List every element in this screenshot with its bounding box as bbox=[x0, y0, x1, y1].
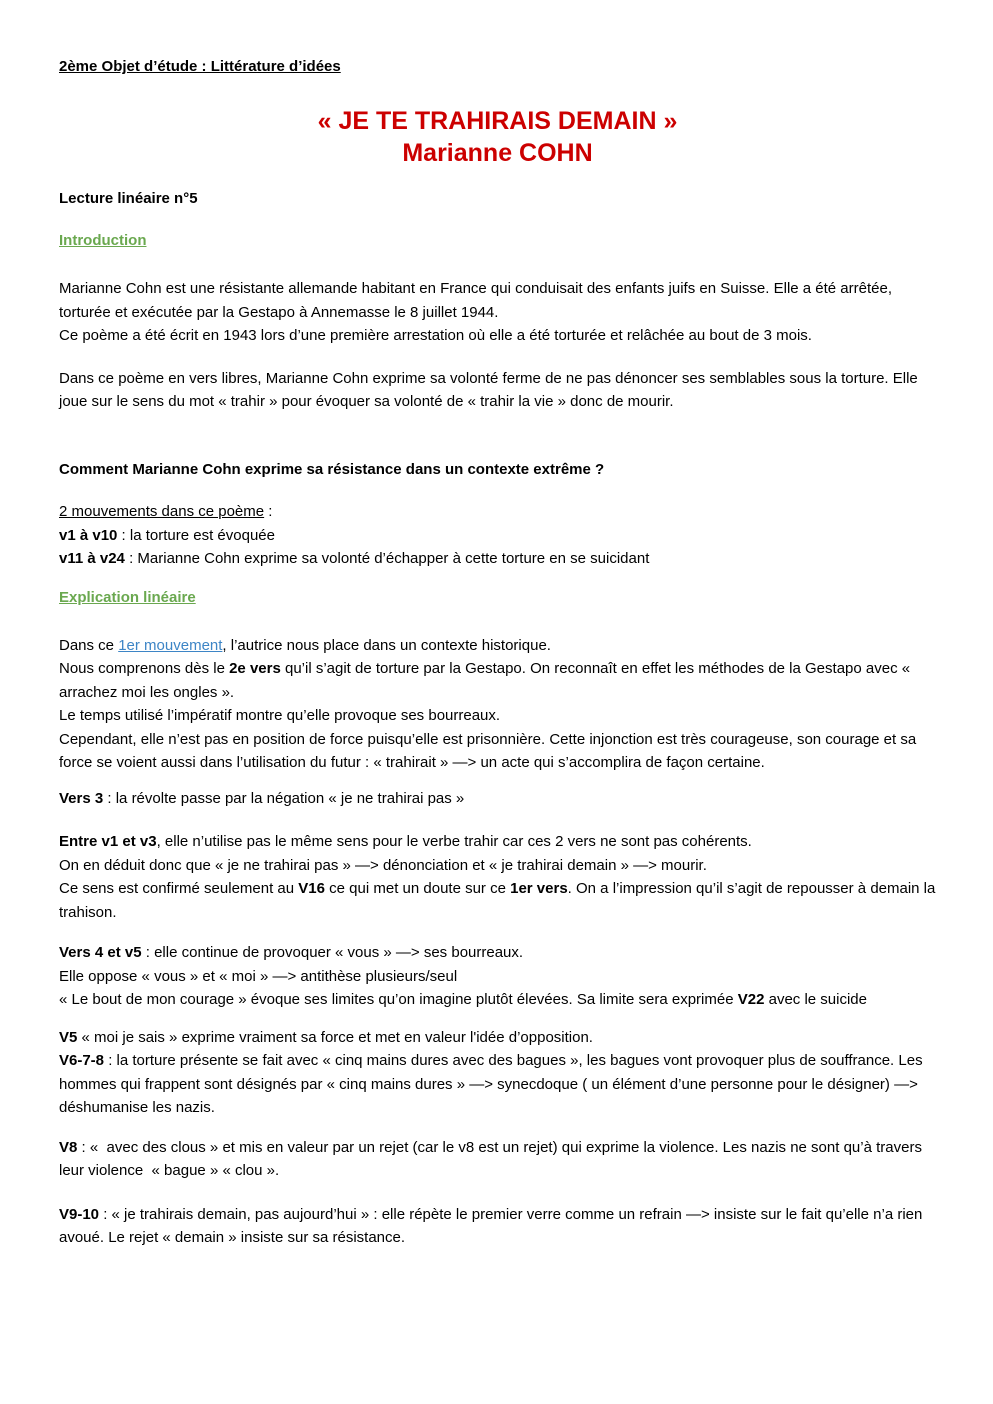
link-1er-mouvement[interactable]: 1er mouvement bbox=[118, 636, 223, 654]
text-run: Entre v1 et v3 bbox=[59, 833, 157, 850]
lecture-subtitle: Lecture linéaire n°5 bbox=[59, 190, 198, 207]
intro-paragraph-1 bbox=[59, 277, 936, 348]
course-header: 2ème Objet d’étude : Littérature d’idées bbox=[59, 58, 341, 75]
text-run: Elle oppose « vous » et « moi » —> antithèse plusieurs/seul bbox=[59, 967, 458, 985]
text-run: Marianne Cohn est une résistante allemande habitant en France qui conduisait des enfants juifs en Suisse. Elle a été arrêtée, torturée et exécutée par la Gestapo à Annemasse le 8 juillet 1944. bbox=[59, 280, 897, 321]
poem-title bbox=[59, 105, 936, 169]
text-run: Le temps utilisé l’impératif montre qu’elle provoque ses bourreaux. bbox=[59, 707, 501, 724]
poem-title-line2: Marianne COHN bbox=[402, 139, 593, 167]
text-run: Vers 3 bbox=[59, 789, 104, 807]
text-run: : la torture est évoquée bbox=[117, 526, 275, 544]
text-run: : « avec des clous » et mis en valeur par un rejet (car le v8 est un rejet) qui exprime la violence. Les nazis ne sont qu’à travers leur violence « bague » « clou ». bbox=[59, 1138, 927, 1179]
poem-title-line1: « JE TE TRAHIRAIS DEMAIN » bbox=[317, 107, 678, 135]
text-run: Dans ce poème en vers libres, Marianne Cohn exprime sa volonté ferme de ne pas dénoncer ses semblables sous la torture. Elle joue sur le sens du mot « trahir » pour évoquer sa volonté de « trahir la vie » donc de mourir. bbox=[59, 369, 922, 410]
text-run: Dans ce bbox=[59, 636, 119, 654]
text-run: « Le bout de mon courage » évoque ses limites qu’on imagine plutôt élevées. Sa limite sera exprimée bbox=[59, 991, 738, 1008]
text-run: : elle continue de provoquer « vous » —> ses bourreaux. bbox=[141, 944, 524, 961]
text-run: Vers 4 et v5 bbox=[59, 944, 142, 961]
paragraph-v5-v678 bbox=[59, 1026, 936, 1120]
text-run: v11 à v24 bbox=[59, 550, 125, 567]
problem-question: Comment Marianne Cohn exprime sa résistance dans un contexte extrême ? bbox=[59, 460, 605, 478]
text-run: Ce sens est confirmé seulement au bbox=[59, 880, 299, 897]
text-run: Cependant, elle n’est pas en position de force puisqu’elle est prisonnière. Cette injonction est très courageuse, son courage et sa force se voient aussi dans l’utilisation du futur : « trahirait » —> un acte qui s’accomplira de façon certaine. bbox=[59, 730, 921, 771]
text-run: ce qui met un doute sur ce bbox=[325, 880, 511, 897]
paragraph-vers-4-5 bbox=[59, 941, 936, 1012]
text-run: V6-7-8 bbox=[59, 1052, 105, 1069]
explication-heading: Explication linéaire bbox=[59, 588, 196, 606]
text-run: 2e vers bbox=[229, 660, 281, 677]
text-run: : Marianne Cohn exprime sa volonté d’échapper à cette torture en se suicidant bbox=[124, 550, 650, 567]
paragraph-first-movement bbox=[59, 634, 936, 775]
text-run: V5 bbox=[59, 1028, 78, 1046]
text-run: , l’autrice nous place dans un contexte historique. bbox=[222, 636, 551, 654]
paragraph-entre-v1-v3 bbox=[59, 830, 940, 924]
text-run: avec le suicide bbox=[764, 991, 867, 1008]
text-run: V16 bbox=[298, 880, 325, 897]
text-run: : bbox=[264, 503, 273, 520]
paragraph-vers-3 bbox=[59, 787, 936, 811]
paragraph-v8 bbox=[59, 1136, 936, 1183]
text-run: V8 bbox=[59, 1138, 78, 1156]
text-run: . On a l’impression qu’il s’agit de repousser à demain la trahison. bbox=[59, 880, 940, 921]
text-run: 2 mouvements dans ce poème bbox=[59, 503, 265, 520]
text-run: Ce poème a été écrit en 1943 lors d’une première arrestation où elle a été torturée et relâchée au bout de 3 mois. bbox=[59, 327, 812, 344]
text-run: : la révolte passe par la négation « je ne trahirai pas » bbox=[103, 789, 465, 807]
text-run: 1er vers bbox=[510, 880, 568, 897]
text-run: : la torture présente se fait avec « cinq mains dures avec des bagues », les bagues vont provoquer plus de souffrance. Les hommes qui frappent sont désignés par « cinq mains dures » —> synecdoque ( un élément d’une personne pour le désigner) —> déshumanise les nazis. bbox=[59, 1052, 927, 1116]
paragraph-v9-10 bbox=[59, 1203, 936, 1250]
text-run: « moi je sais » exprime vraiment sa force et met en valeur l'idée d’opposition. bbox=[77, 1028, 593, 1046]
intro-paragraph-2 bbox=[59, 367, 936, 414]
text-run: V9-10 bbox=[59, 1205, 100, 1223]
text-run: V22 bbox=[737, 991, 765, 1008]
text-run: : « je trahirais demain, pas aujourd’hui » : elle répète le premier verre comme un refrain —> insiste sur le fait qu’elle n’a rien avoué. Le rejet « demain » insiste sur sa résistance. bbox=[59, 1205, 927, 1246]
introduction-heading: Introduction bbox=[59, 232, 147, 249]
text-run: qu’il s’agit de torture par la Gestapo. On reconnaît en effet les méthodes de la Gestapo avec « arrachez moi les ongles ». bbox=[59, 660, 915, 701]
text-run: Nous comprenons dès le bbox=[59, 660, 230, 677]
text-run: , elle n’utilise pas le même sens pour le verbe trahir car ces 2 vers ne sont pas cohérents. bbox=[156, 833, 752, 850]
text-run: v1 à v10 bbox=[59, 526, 118, 544]
text-run: On en déduit donc que « je ne trahirai pas » —> dénonciation et « je trahirai demain » —> mourir. bbox=[59, 856, 707, 874]
movements-outline bbox=[59, 500, 936, 571]
